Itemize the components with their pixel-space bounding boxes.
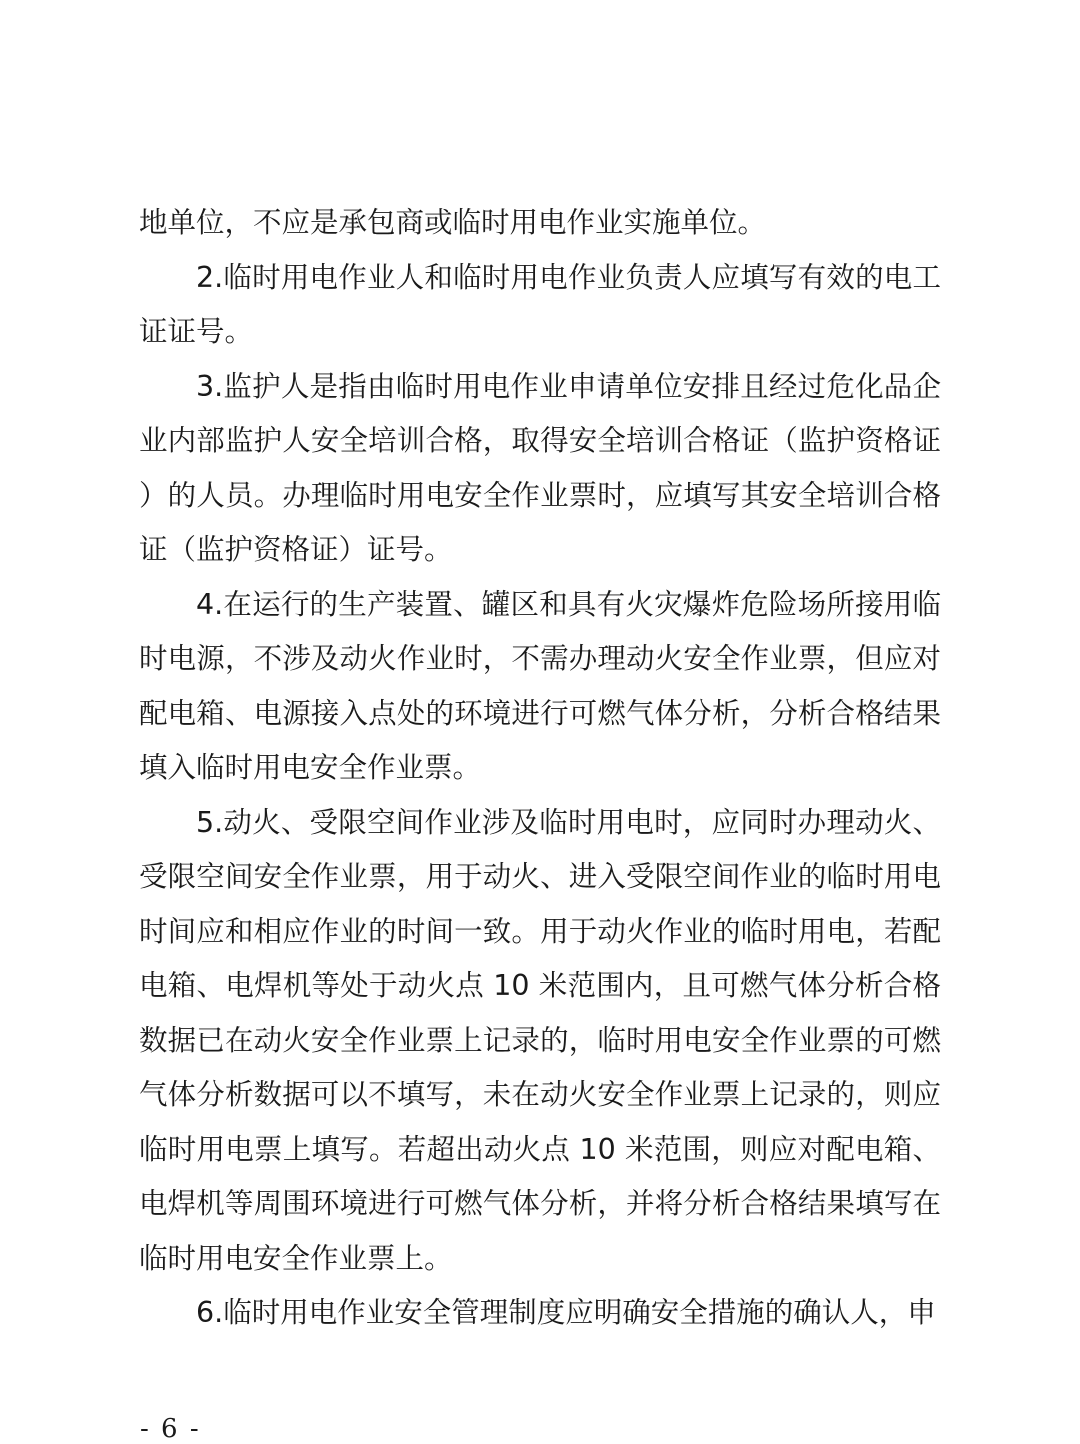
- document-body: [139, 196, 941, 1341]
- paragraph-6: 6.临时用电作业安全管理制度应明确安全措施的确认人，申: [196, 1296, 936, 1329]
- paragraph-3: 3.监护人是指由临时用电作业申请单位安排且经过危化品企业内部监护人安全培训合格，取得安全培训合格证（监护资格证）的人员。办理临时用电安全作业票时，应填写其安全培训合格证（监护资格证）证号。: [139, 369, 941, 566]
- paragraph-2: 2.临时用电作业人和临时用电作业负责人应填写有效的电工证证号。: [139, 260, 941, 348]
- paragraph-5: 5.动火、受限空间作业涉及临时用电时，应同时办理动火、受限空间安全作业票，用于动火、进入受限空间作业的临时用电时间应和相应作业的时间一致。用于动火作业的临时用电，若配电箱、电焊机等处于动火点 10 米范围内，且可燃气体分析合格数据已在动火安全作业票上记录的，临时用电安全作业票的可燃气体分析数据可以不填写，未在动火安全作业票上记录的，则应临时用电票上填写。若超出动火点 10 米范围，则应对配电箱、电焊机等周围环境进行可燃气体分析，并将分析合格结果填写在临时用电安全作业票上。: [139, 805, 941, 1275]
- page-number: - 6 -: [140, 1414, 201, 1444]
- paragraph-1: 地单位，不应是承包商或临时用电作业实施单位。: [139, 206, 767, 239]
- paragraph-4: 4.在运行的生产装置、罐区和具有火灾爆炸危险场所接用临时电源，不涉及动火作业时，不需办理动火安全作业票，但应对配电箱、电源接入点处的环境进行可燃气体分析，分析合格结果填入临时用电安全作业票。: [139, 587, 941, 784]
